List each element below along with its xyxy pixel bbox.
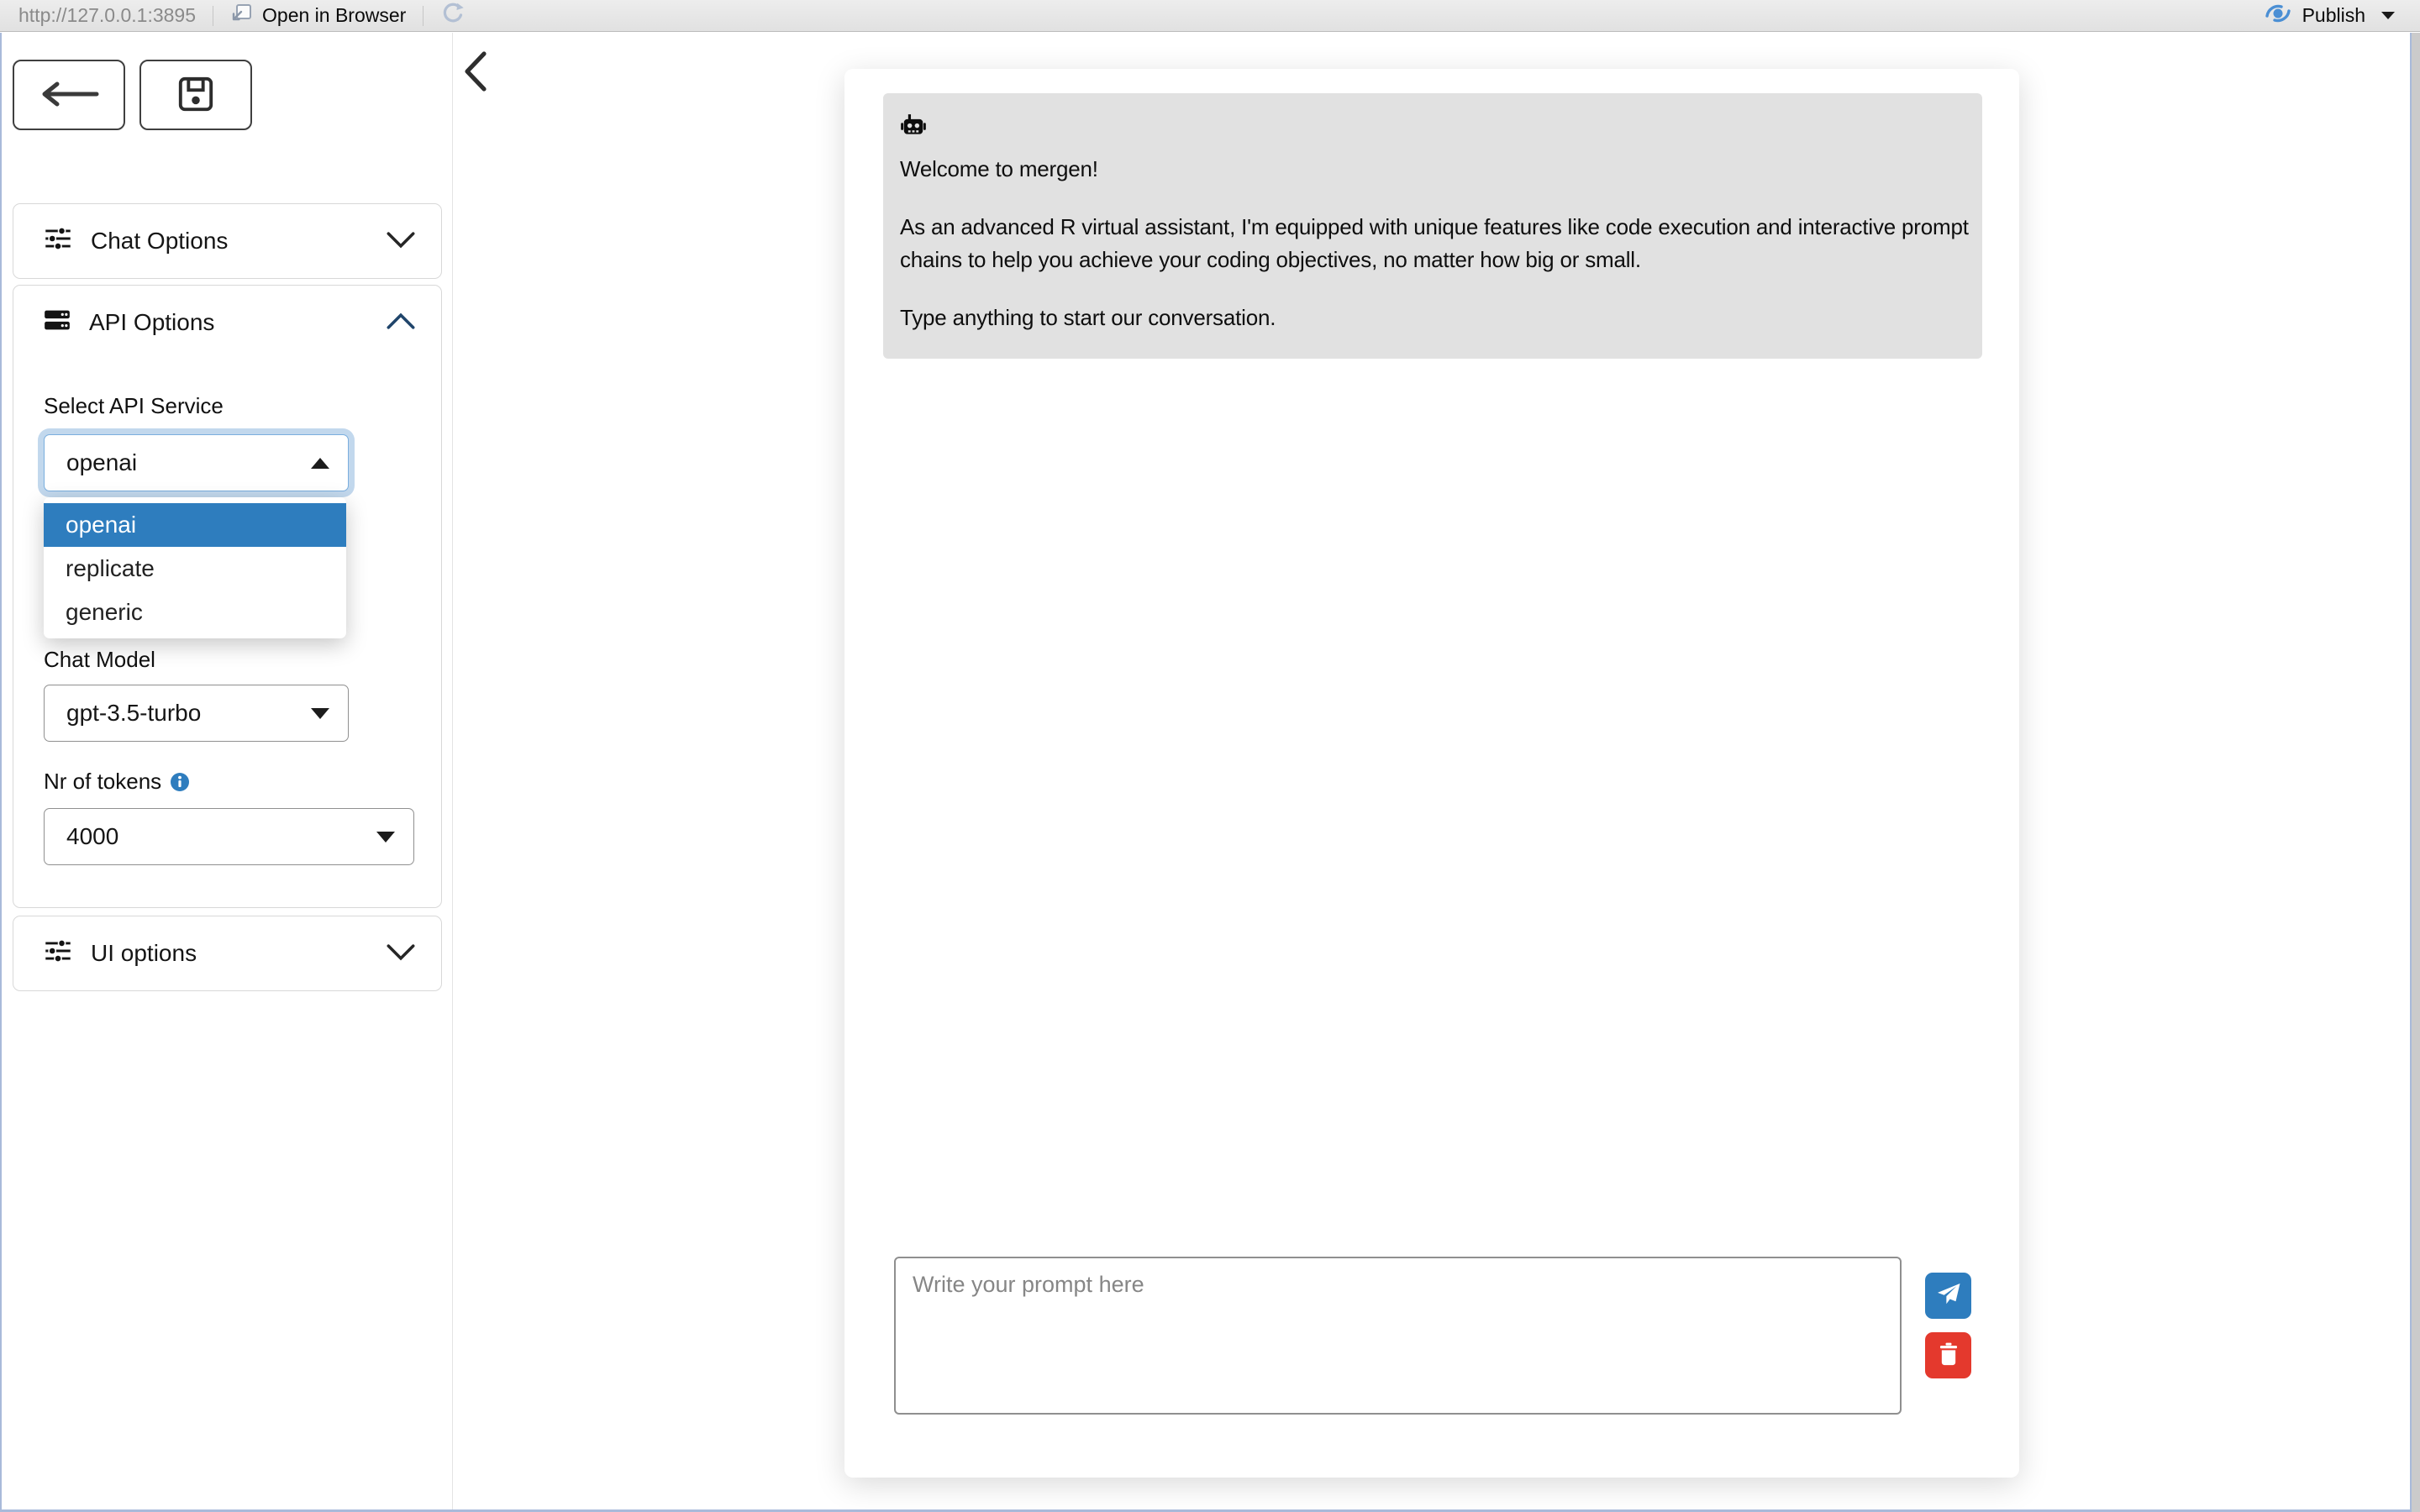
chat-model-select[interactable] [44,685,349,742]
dropdown-option-replicate[interactable]: replicate [66,555,155,581]
chat-options-card [13,203,442,279]
sliders-icon [44,938,72,969]
publish-label: Publish [2302,4,2365,26]
bot-welcome-message [883,93,1982,359]
api-options-body [13,393,441,907]
open-in-browser-label: Open in Browser [262,4,407,26]
caret-down-icon [376,832,395,843]
api-options-card [13,285,442,908]
tokens-value: 4000 [66,823,119,849]
back-button[interactable] [13,60,125,130]
chat-card [844,69,2019,1478]
sliders-icon [44,226,72,257]
open-in-browser-button[interactable] [230,3,406,29]
api-service-select[interactable] [44,434,349,491]
clear-button[interactable] [1925,1332,1971,1378]
save-button[interactable] [139,60,252,130]
send-button[interactable] [1925,1273,1971,1319]
api-options-header[interactable] [13,286,441,360]
publish-button[interactable] [2263,3,2395,29]
paper-plane-icon [1936,1282,1961,1310]
publish-caret-icon [2381,12,2395,19]
sidebar-top-buttons [13,60,442,130]
caret-down-icon [311,708,329,719]
back-arrow-icon [38,81,100,109]
welcome-title: Welcome to mergen! [900,156,1098,181]
trash-icon [1938,1342,1960,1368]
chevron-down-icon [386,228,416,255]
chevron-down-icon [386,940,416,967]
publish-icon [2263,3,2293,29]
welcome-cta: Type anything to start our conversation. [900,305,1276,330]
chevron-up-icon [386,309,416,336]
api-service-dropdown-menu [44,497,346,638]
welcome-body: As an advanced R virtual assistant, I'm equipped with unique features like code execution and interactive prompt chains to help you achieve your coding objectives, no matter how big or small. [900,214,1969,272]
refresh-icon[interactable] [440,1,466,30]
chat-options-header[interactable] [13,204,441,278]
chat-options-label: Chat Options [91,228,229,254]
robot-icon [900,127,927,141]
prompt-input[interactable] [894,1257,1902,1415]
sidebar-collapse-toggle[interactable] [457,51,494,95]
viewer-toolbar [0,0,2420,32]
app-url: http://127.0.0.1:3895 [18,4,197,26]
dropdown-option-openai[interactable]: openai [44,503,346,547]
toolbar-divider [423,6,424,26]
tokens-select[interactable] [44,808,414,865]
ui-options-card [13,916,442,991]
api-service-value: openai [66,449,138,475]
toolbar-left [18,1,466,30]
sidebar [2,33,453,1509]
prompt-buttons [1925,1273,1971,1378]
ui-options-header[interactable] [13,916,441,990]
chevron-left-icon [460,50,491,97]
open-in-browser-icon [230,3,253,29]
ui-options-label: UI options [91,940,197,966]
api-service-label: Select API Service [44,393,224,418]
api-options-label: API Options [89,309,215,335]
tokens-label: Nr of tokens [44,769,162,794]
chat-model-label: Chat Model [44,647,155,672]
main-area [453,33,2410,1509]
chat-model-value: gpt-3.5-turbo [66,700,202,726]
save-floppy-icon [174,72,218,118]
scrollbar-track[interactable] [2412,33,2420,1512]
info-icon[interactable] [170,772,190,792]
app-window [0,33,2412,1512]
tokens-label-row [44,769,412,795]
server-icon [44,308,71,338]
caret-up-icon [311,458,329,469]
dropdown-option-generic[interactable]: generic [66,599,143,625]
